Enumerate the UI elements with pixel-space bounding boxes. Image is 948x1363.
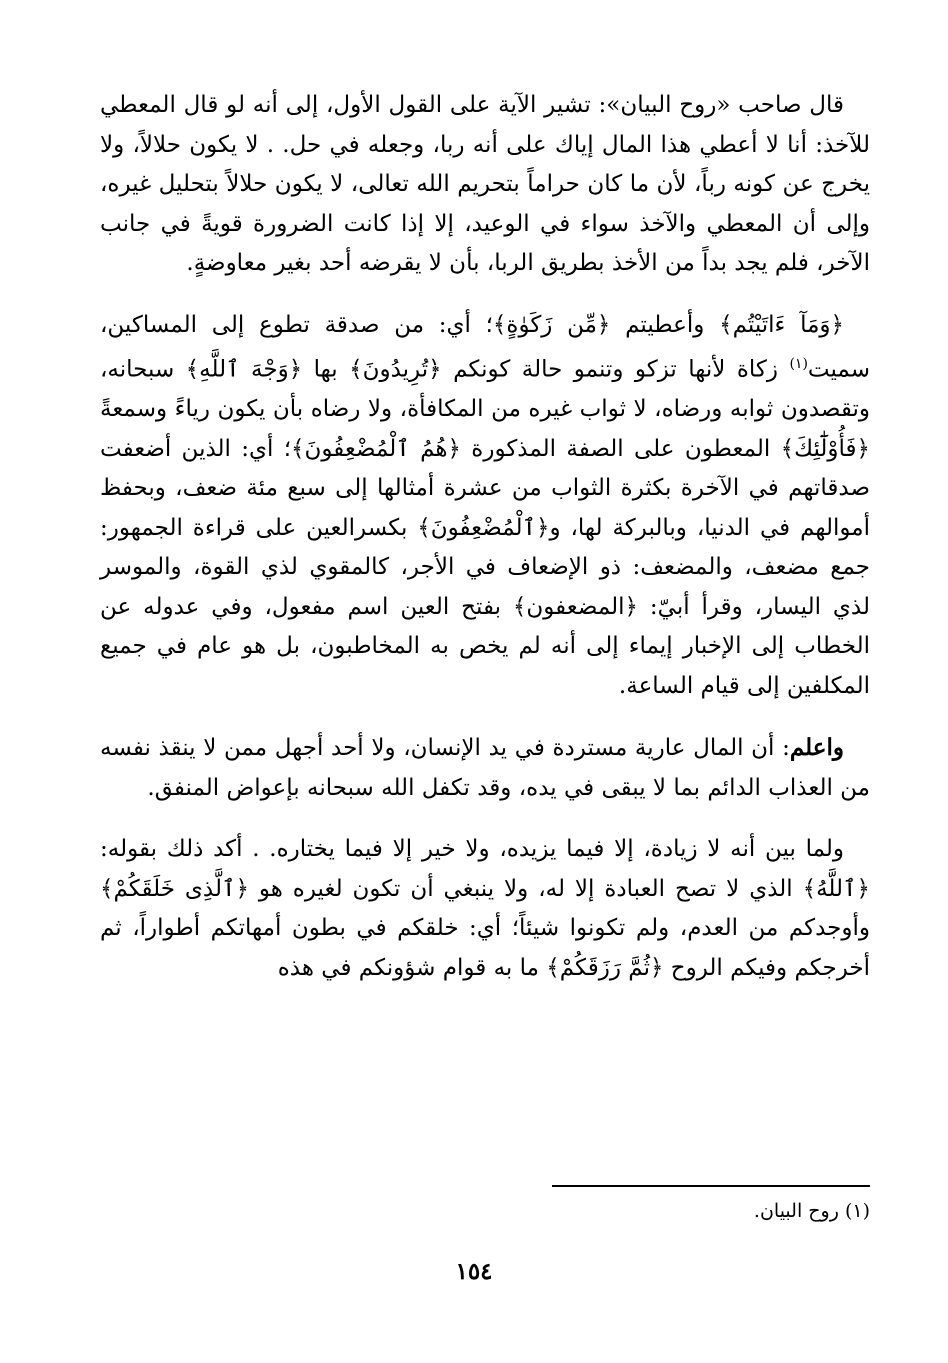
footnote-reference: (١) [789,356,808,372]
paragraph-2 [100,306,870,707]
paragraph-4: ولما بين أنه لا زيادة، إلا فيما يزيده، ولا خير إلا فيما يختاره. . أكد ذلك بقوله: ﴿ٱللَّهُ﴾ الذي لا تصح العبادة إلا له، ولا ينبغي أن تكون لغيره هو ﴿ٱلَّذِى خَلَقَكُمْ﴾ وأوجدكم من العدم، ولم تكونوا شيئاً؛ أي: خلقكم في بطون أمهاتكم أطواراً، ثم أخرجكم وفيكم الروح ﴿ثُمَّ رَزَقَكُمْ﴾ ما به قوام شؤونكم في هذه [100,836,870,981]
paragraph-3 [100,728,870,808]
footnote [754,1196,870,1226]
footnote-divider [552,1185,870,1187]
footnote-text: روح البيان. [753,1200,839,1222]
page-body [100,86,870,988]
footnote-marker: (١) [844,1200,870,1222]
paragraph-2-part-1: ﴿وَمَآ ءَاتَيْتُم﴾ وأعطيتم ﴿مِّن زَكَوٰةٍ﴾؛ أي: من صدقة تطوع إلى المساكين، سميت [100,311,870,383]
paragraph-1: قال صاحب «روح البيان»: تشير الآية على القول الأول، إلى أنه لو قال المعطي للآخذ: أنا لا أعطي هذا المال إياك على أنه ربا، وجعله في حل. . لا يكون حلالاً، ولا يخرج عن كونه رباً، لأن ما كان حراماً بتحريم الله تعالى، لا يكون حلالاً بتحليل غيره، وإلى أن المعطي والآخذ سواء في الوعيد، إلا إذا كانت الضرورة قويةً في جانب الآخر، فلم يجد بداً من الأخذ بطريق الربا، بأن لا يقرضه أحد بغير معاوضةٍ. [100,92,870,276]
paragraph-3-body: : أن المال عارية مستردة في يد الإنسان، ولا أحد أجهل ممن لا ينقذ نفسه من العذاب الدائم بما لا يبقى في يده، وقد تكفل الله سبحانه بإعواض المنفق. [100,735,870,801]
paragraph-2-part-2: زكاة لأنها تزكو وتنمو حالة كونكم ﴿تُرِيدُونَ﴾ بها ﴿وَجْهَ ٱللَّهِ﴾ سبحانه، وتقصدون ثوابه ورضاه، لا ثواب غيره من المكافأة، ولا رضاه بأن يكون رياءً وسمعةً ﴿فَأُوْلَٰٓئِكَ﴾ المعطون على الصفة المذكورة ﴿هُمُ ٱلْمُضْعِفُونَ﴾؛ أي: الذين أضعفت صدقاتهم في الآخرة بكثرة الثواب من عشرة أمثالها إلى سبع مئة ضعف، وبحفظ أموالهم في الدنيا، وبالبركة لها، و﴿ٱلْمُضْعِفُونَ﴾ بكسرالعين على قراءة الجمهور: جمع مضعف، والمضعف: ذو الإضعاف في الأجر، كالمقوي لذي القوة، والموسر لذي اليسار، وقرأ أبيّ: ﴿المضعفون﴾ بفتح العين اسم مفعول، وفي عدوله عن الخطاب إلى الإخبار إيماء إلى أنه لم يخص به المخاطبون، بل هو عام في جميع المكلفين إلى قيام الساعة. [100,356,870,699]
paragraph-3-lead: واعلم [789,734,844,762]
page-number: ١٥٤ [455,1258,493,1285]
